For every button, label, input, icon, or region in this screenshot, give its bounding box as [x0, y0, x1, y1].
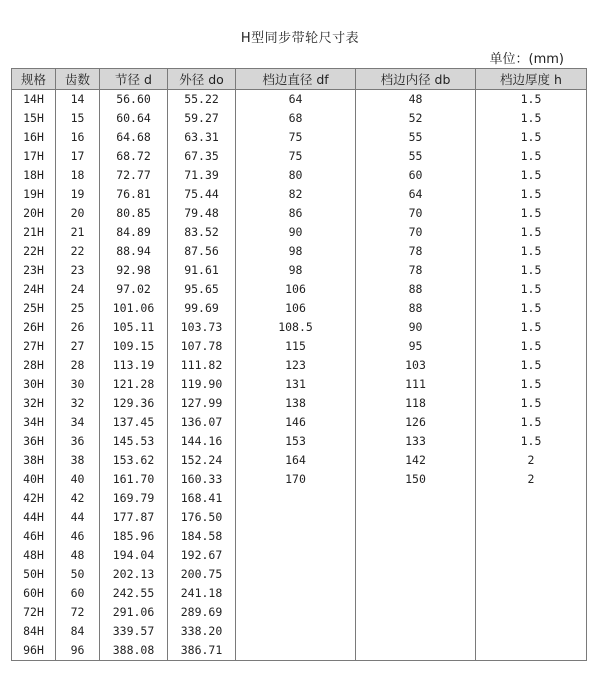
cell-spec: 34H — [12, 413, 56, 432]
cell-spec: 30H — [12, 375, 56, 394]
cell-flange-thickness — [476, 641, 587, 661]
cell-flange-thickness — [476, 622, 587, 641]
table-row — [12, 280, 587, 299]
cell-spec: 16H — [12, 128, 56, 147]
cell-pitch-diameter: 64.68 — [100, 128, 168, 147]
cell-flange-inner-diameter — [356, 584, 476, 603]
cell-flange-diameter: 80 — [236, 166, 356, 185]
cell-flange-diameter — [236, 489, 356, 508]
cell-outside-diameter: 241.18 — [168, 584, 236, 603]
cell-pitch-diameter: 121.28 — [100, 375, 168, 394]
cell-flange-thickness: 1.5 — [476, 242, 587, 261]
cell-teeth: 30 — [56, 375, 100, 394]
cell-outside-diameter: 83.52 — [168, 223, 236, 242]
table-row — [12, 223, 587, 242]
cell-flange-inner-diameter: 78 — [356, 242, 476, 261]
cell-flange-thickness — [476, 508, 587, 527]
table-row — [12, 299, 587, 318]
table-row — [12, 470, 587, 489]
table-row — [12, 527, 587, 546]
cell-flange-diameter: 98 — [236, 242, 356, 261]
col-header-flange-diameter: 档边直径 df — [236, 69, 356, 90]
table-row — [12, 261, 587, 280]
cell-flange-inner-diameter: 126 — [356, 413, 476, 432]
cell-teeth: 16 — [56, 128, 100, 147]
cell-pitch-diameter: 194.04 — [100, 546, 168, 565]
table-row — [12, 90, 587, 110]
cell-flange-inner-diameter — [356, 622, 476, 641]
cell-teeth: 40 — [56, 470, 100, 489]
table-row — [12, 641, 587, 661]
cell-flange-inner-diameter: 88 — [356, 280, 476, 299]
cell-spec: 18H — [12, 166, 56, 185]
cell-flange-thickness: 1.5 — [476, 223, 587, 242]
cell-flange-inner-diameter — [356, 546, 476, 565]
cell-flange-diameter: 108.5 — [236, 318, 356, 337]
cell-spec: 36H — [12, 432, 56, 451]
cell-flange-inner-diameter — [356, 508, 476, 527]
unit-label: 单位：(mm) — [489, 52, 564, 67]
cell-pitch-diameter: 80.85 — [100, 204, 168, 223]
cell-flange-thickness: 1.5 — [476, 337, 587, 356]
cell-flange-thickness: 1.5 — [476, 166, 587, 185]
cell-flange-thickness — [476, 565, 587, 584]
cell-spec: 22H — [12, 242, 56, 261]
cell-flange-inner-diameter: 88 — [356, 299, 476, 318]
cell-flange-diameter: 75 — [236, 147, 356, 166]
cell-outside-diameter: 386.71 — [168, 641, 236, 661]
cell-pitch-diameter: 92.98 — [100, 261, 168, 280]
table-title: H型同步带轮尺寸表 — [240, 31, 360, 46]
cell-flange-thickness: 1.5 — [476, 356, 587, 375]
cell-flange-thickness — [476, 527, 587, 546]
cell-pitch-diameter: 56.60 — [100, 90, 168, 110]
cell-teeth: 20 — [56, 204, 100, 223]
table-row — [12, 204, 587, 223]
cell-spec: 28H — [12, 356, 56, 375]
cell-flange-diameter: 131 — [236, 375, 356, 394]
cell-teeth: 18 — [56, 166, 100, 185]
cell-flange-thickness: 1.5 — [476, 90, 587, 110]
cell-teeth: 96 — [56, 641, 100, 661]
cell-flange-thickness: 1.5 — [476, 432, 587, 451]
cell-flange-diameter — [236, 527, 356, 546]
col-header-flange-inner-diameter: 档边内径 db — [356, 69, 476, 90]
cell-pitch-diameter: 129.36 — [100, 394, 168, 413]
cell-flange-thickness: 1.5 — [476, 109, 587, 128]
cell-outside-diameter: 338.20 — [168, 622, 236, 641]
cell-spec: 50H — [12, 565, 56, 584]
cell-flange-thickness: 1.5 — [476, 318, 587, 337]
cell-teeth: 24 — [56, 280, 100, 299]
cell-spec: 44H — [12, 508, 56, 527]
cell-spec: 23H — [12, 261, 56, 280]
cell-flange-inner-diameter — [356, 603, 476, 622]
cell-spec: 72H — [12, 603, 56, 622]
cell-pitch-diameter: 101.06 — [100, 299, 168, 318]
cell-teeth: 42 — [56, 489, 100, 508]
cell-outside-diameter: 59.27 — [168, 109, 236, 128]
cell-spec: 40H — [12, 470, 56, 489]
cell-outside-diameter: 184.58 — [168, 527, 236, 546]
cell-spec: 21H — [12, 223, 56, 242]
cell-flange-thickness: 1.5 — [476, 413, 587, 432]
cell-flange-diameter — [236, 508, 356, 527]
cell-outside-diameter: 176.50 — [168, 508, 236, 527]
cell-teeth: 32 — [56, 394, 100, 413]
cell-flange-diameter: 82 — [236, 185, 356, 204]
cell-flange-inner-diameter — [356, 565, 476, 584]
cell-flange-diameter — [236, 603, 356, 622]
cell-flange-thickness: 1.5 — [476, 147, 587, 166]
cell-spec: 38H — [12, 451, 56, 470]
cell-pitch-diameter: 185.96 — [100, 527, 168, 546]
cell-outside-diameter: 152.24 — [168, 451, 236, 470]
cell-flange-thickness: 2 — [476, 451, 587, 470]
cell-outside-diameter: 79.48 — [168, 204, 236, 223]
cell-teeth: 26 — [56, 318, 100, 337]
cell-flange-thickness: 1.5 — [476, 280, 587, 299]
cell-teeth: 48 — [56, 546, 100, 565]
cell-teeth: 14 — [56, 90, 100, 110]
cell-spec: 25H — [12, 299, 56, 318]
table-body — [12, 90, 587, 661]
cell-flange-diameter: 98 — [236, 261, 356, 280]
cell-spec: 20H — [12, 204, 56, 223]
cell-flange-thickness: 1.5 — [476, 128, 587, 147]
table-row — [12, 413, 587, 432]
cell-pitch-diameter: 388.08 — [100, 641, 168, 661]
cell-pitch-diameter: 97.02 — [100, 280, 168, 299]
table-row — [12, 432, 587, 451]
cell-outside-diameter: 168.41 — [168, 489, 236, 508]
cell-flange-diameter — [236, 584, 356, 603]
cell-flange-thickness: 1.5 — [476, 204, 587, 223]
cell-outside-diameter: 111.82 — [168, 356, 236, 375]
cell-pitch-diameter: 60.64 — [100, 109, 168, 128]
cell-pitch-diameter: 113.19 — [100, 356, 168, 375]
cell-pitch-diameter: 76.81 — [100, 185, 168, 204]
col-header-outside-diameter: 外径 do — [168, 69, 236, 90]
cell-flange-diameter: 123 — [236, 356, 356, 375]
table-row — [12, 109, 587, 128]
col-header-pitch-diameter: 节径 d — [100, 69, 168, 90]
cell-outside-diameter: 91.61 — [168, 261, 236, 280]
cell-flange-inner-diameter: 103 — [356, 356, 476, 375]
cell-teeth: 50 — [56, 565, 100, 584]
cell-teeth: 19 — [56, 185, 100, 204]
cell-flange-thickness — [476, 546, 587, 565]
cell-outside-diameter: 63.31 — [168, 128, 236, 147]
cell-outside-diameter: 119.90 — [168, 375, 236, 394]
table-row — [12, 489, 587, 508]
cell-teeth: 84 — [56, 622, 100, 641]
cell-spec: 27H — [12, 337, 56, 356]
cell-pitch-diameter: 161.70 — [100, 470, 168, 489]
cell-outside-diameter: 87.56 — [168, 242, 236, 261]
cell-flange-inner-diameter: 118 — [356, 394, 476, 413]
cell-outside-diameter: 136.07 — [168, 413, 236, 432]
cell-teeth: 46 — [56, 527, 100, 546]
cell-outside-diameter: 144.16 — [168, 432, 236, 451]
cell-flange-inner-diameter: 95 — [356, 337, 476, 356]
cell-flange-thickness — [476, 489, 587, 508]
cell-flange-inner-diameter: 142 — [356, 451, 476, 470]
cell-flange-inner-diameter: 150 — [356, 470, 476, 489]
cell-outside-diameter: 75.44 — [168, 185, 236, 204]
cell-flange-diameter: 146 — [236, 413, 356, 432]
cell-spec: 96H — [12, 641, 56, 661]
cell-spec: 48H — [12, 546, 56, 565]
cell-flange-inner-diameter: 48 — [356, 90, 476, 110]
cell-flange-diameter: 68 — [236, 109, 356, 128]
table-row — [12, 375, 587, 394]
cell-flange-thickness — [476, 584, 587, 603]
table-row — [12, 394, 587, 413]
cell-outside-diameter: 71.39 — [168, 166, 236, 185]
cell-pitch-diameter: 291.06 — [100, 603, 168, 622]
cell-pitch-diameter: 84.89 — [100, 223, 168, 242]
cell-spec: 42H — [12, 489, 56, 508]
cell-outside-diameter: 103.73 — [168, 318, 236, 337]
cell-flange-inner-diameter: 133 — [356, 432, 476, 451]
cell-pitch-diameter: 177.87 — [100, 508, 168, 527]
cell-flange-inner-diameter: 64 — [356, 185, 476, 204]
cell-flange-thickness: 1.5 — [476, 394, 587, 413]
cell-flange-inner-diameter — [356, 527, 476, 546]
table-row — [12, 166, 587, 185]
cell-flange-thickness: 1.5 — [476, 185, 587, 204]
table-row — [12, 147, 587, 166]
cell-outside-diameter: 192.67 — [168, 546, 236, 565]
header-row — [12, 69, 587, 90]
cell-pitch-diameter: 339.57 — [100, 622, 168, 641]
cell-spec: 46H — [12, 527, 56, 546]
col-header-spec: 规格 — [12, 69, 56, 90]
cell-pitch-diameter: 88.94 — [100, 242, 168, 261]
table-row — [12, 318, 587, 337]
col-header-teeth: 齿数 — [56, 69, 100, 90]
cell-flange-diameter: 164 — [236, 451, 356, 470]
cell-outside-diameter: 160.33 — [168, 470, 236, 489]
table-row — [12, 603, 587, 622]
cell-teeth: 28 — [56, 356, 100, 375]
cell-pitch-diameter: 109.15 — [100, 337, 168, 356]
cell-flange-inner-diameter: 70 — [356, 204, 476, 223]
cell-flange-diameter — [236, 546, 356, 565]
table-row — [12, 451, 587, 470]
cell-pitch-diameter: 202.13 — [100, 565, 168, 584]
cell-pitch-diameter: 68.72 — [100, 147, 168, 166]
cell-teeth: 34 — [56, 413, 100, 432]
cell-spec: 17H — [12, 147, 56, 166]
table-row — [12, 565, 587, 584]
table-row — [12, 622, 587, 641]
cell-outside-diameter: 95.65 — [168, 280, 236, 299]
cell-flange-diameter — [236, 641, 356, 661]
cell-outside-diameter: 55.22 — [168, 90, 236, 110]
cell-pitch-diameter: 153.62 — [100, 451, 168, 470]
cell-outside-diameter: 99.69 — [168, 299, 236, 318]
cell-flange-diameter: 106 — [236, 299, 356, 318]
cell-flange-diameter: 138 — [236, 394, 356, 413]
cell-spec: 84H — [12, 622, 56, 641]
cell-teeth: 72 — [56, 603, 100, 622]
cell-teeth: 38 — [56, 451, 100, 470]
cell-teeth: 44 — [56, 508, 100, 527]
cell-spec: 14H — [12, 90, 56, 110]
cell-teeth: 36 — [56, 432, 100, 451]
cell-outside-diameter: 200.75 — [168, 565, 236, 584]
table-row — [12, 128, 587, 147]
cell-flange-diameter — [236, 622, 356, 641]
cell-flange-diameter: 86 — [236, 204, 356, 223]
cell-pitch-diameter: 72.77 — [100, 166, 168, 185]
cell-flange-thickness — [476, 603, 587, 622]
cell-outside-diameter: 67.35 — [168, 147, 236, 166]
cell-flange-inner-diameter: 78 — [356, 261, 476, 280]
cell-teeth: 17 — [56, 147, 100, 166]
cell-flange-inner-diameter: 90 — [356, 318, 476, 337]
table-row — [12, 337, 587, 356]
cell-flange-thickness: 1.5 — [476, 261, 587, 280]
cell-flange-inner-diameter — [356, 641, 476, 661]
cell-teeth: 21 — [56, 223, 100, 242]
cell-flange-diameter — [236, 565, 356, 584]
cell-spec: 15H — [12, 109, 56, 128]
pulley-dimension-table — [11, 68, 587, 661]
cell-flange-inner-diameter: 55 — [356, 147, 476, 166]
cell-teeth: 27 — [56, 337, 100, 356]
cell-pitch-diameter: 242.55 — [100, 584, 168, 603]
cell-flange-inner-diameter: 55 — [356, 128, 476, 147]
cell-spec: 32H — [12, 394, 56, 413]
cell-flange-diameter: 153 — [236, 432, 356, 451]
cell-teeth: 25 — [56, 299, 100, 318]
cell-outside-diameter: 127.99 — [168, 394, 236, 413]
cell-pitch-diameter: 137.45 — [100, 413, 168, 432]
cell-flange-inner-diameter — [356, 489, 476, 508]
cell-pitch-diameter: 169.79 — [100, 489, 168, 508]
cell-teeth: 60 — [56, 584, 100, 603]
cell-teeth: 23 — [56, 261, 100, 280]
cell-flange-diameter: 106 — [236, 280, 356, 299]
cell-spec: 60H — [12, 584, 56, 603]
cell-flange-diameter: 170 — [236, 470, 356, 489]
cell-spec: 24H — [12, 280, 56, 299]
cell-pitch-diameter: 105.11 — [100, 318, 168, 337]
table-row — [12, 356, 587, 375]
cell-spec: 26H — [12, 318, 56, 337]
cell-flange-inner-diameter: 60 — [356, 166, 476, 185]
cell-flange-inner-diameter: 111 — [356, 375, 476, 394]
table-row — [12, 546, 587, 565]
cell-flange-inner-diameter: 70 — [356, 223, 476, 242]
table-row — [12, 242, 587, 261]
col-header-flange-thickness: 档边厚度 h — [476, 69, 587, 90]
cell-flange-diameter: 64 — [236, 90, 356, 110]
cell-teeth: 22 — [56, 242, 100, 261]
cell-teeth: 15 — [56, 109, 100, 128]
cell-outside-diameter: 289.69 — [168, 603, 236, 622]
cell-outside-diameter: 107.78 — [168, 337, 236, 356]
table-row — [12, 185, 587, 204]
cell-flange-thickness: 1.5 — [476, 299, 587, 318]
cell-flange-diameter: 75 — [236, 128, 356, 147]
table-row — [12, 508, 587, 527]
table-row — [12, 584, 587, 603]
cell-flange-inner-diameter: 52 — [356, 109, 476, 128]
cell-flange-diameter: 115 — [236, 337, 356, 356]
cell-flange-thickness: 1.5 — [476, 375, 587, 394]
cell-spec: 19H — [12, 185, 56, 204]
cell-pitch-diameter: 145.53 — [100, 432, 168, 451]
cell-flange-thickness: 2 — [476, 470, 587, 489]
cell-flange-diameter: 90 — [236, 223, 356, 242]
